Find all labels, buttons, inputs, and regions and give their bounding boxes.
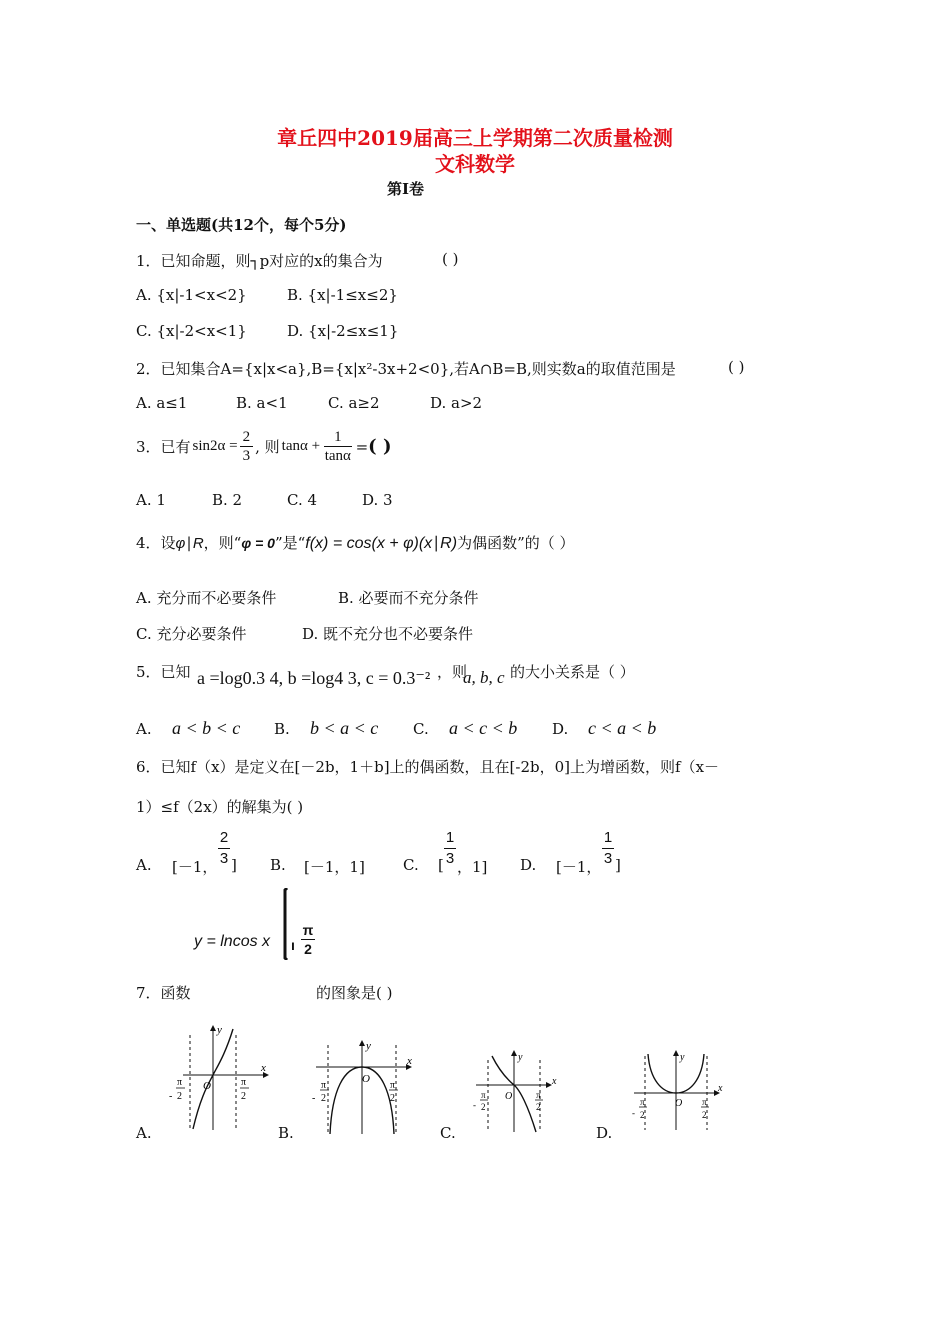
page-subtitle: 文科数学 — [435, 152, 515, 176]
q2-option-c: C. a≥2 — [328, 394, 380, 412]
q2-option-d: D. a>2 — [430, 394, 483, 412]
q1-option-a: A. {x|-1<x<2} — [136, 286, 247, 304]
graph-c-x-label: x — [552, 1076, 557, 1087]
q1-option-b: B. {x|-1≤x≤2} — [287, 286, 398, 304]
q7-stem-a: 7．函数 — [136, 984, 191, 1002]
q6-option-d-post: ] — [615, 856, 621, 874]
q7-graph-b — [308, 1040, 418, 1140]
svg-text:π: π — [390, 1080, 396, 1091]
q6-option-a-num: 2 — [218, 828, 230, 849]
graph-d-origin: O — [675, 1098, 683, 1109]
q6-option-a-label: A. — [136, 856, 152, 874]
q6-option-d-num: 1 — [602, 828, 614, 849]
q7-option-b-label: B. — [278, 1124, 294, 1142]
q7-graph-a — [165, 1025, 275, 1135]
q6-option-a-den: 3 — [219, 850, 229, 867]
q4-option-a: A. 充分而不必要条件 — [136, 589, 277, 607]
svg-text:2: 2 — [241, 1091, 246, 1102]
q4-is: ”是“ — [274, 534, 306, 552]
page-title: 章丘四中2019届高三上学期第二次质量检测 — [277, 126, 673, 150]
q2-stem: 2．已知集合A={x|x<a},B={x|x²-3x+2<0},若A∩B=B,则实数a的取值范围是 — [136, 360, 676, 378]
q5-suffix: 的大小关系是（ ） — [510, 663, 635, 681]
graph-d-x-label: x — [718, 1083, 723, 1094]
q6-option-c-pre: [ — [438, 856, 444, 874]
svg-text:2: 2 — [390, 1093, 395, 1104]
q6-option-d-pre: [－1， — [556, 858, 602, 876]
svg-text:-: - — [312, 1093, 316, 1104]
q1-paren: ( ) — [442, 250, 459, 268]
q6-line1: 6．已知f（x）是定义在[－2b，1＋b]上的偶函数，且在[-2b，0]上为增函数，则f（x－ — [136, 758, 720, 776]
q5-vars: a, b, c — [463, 668, 505, 687]
q3-frac-two-thirds — [240, 428, 254, 465]
q6-option-c-den: 3 — [445, 850, 455, 867]
q3-mid: , 则 — [255, 438, 280, 456]
q6-option-d-label: D. — [520, 856, 537, 874]
section-heading: 一、单选题(共12个，每个5分) — [136, 216, 347, 234]
q3-option-c: C. 4 — [287, 491, 318, 509]
q2-option-a: A. a≤1 — [136, 394, 188, 412]
svg-text:π: π — [481, 1090, 486, 1100]
q4-function: f(x) = cos(x + φ)(x∣R) — [305, 535, 458, 552]
q6-option-c-post: ，1] — [457, 858, 488, 876]
q7-option-c-label: C. — [440, 1124, 456, 1142]
svg-text:π: π — [321, 1080, 327, 1091]
q4-comma: ，则“ — [203, 534, 242, 552]
q5-option-d: c < a < b — [588, 718, 657, 738]
q7-graph-d — [628, 1050, 728, 1135]
q6-line2: 1）≤f（2x）的解集为( ) — [136, 798, 304, 816]
q5-option-b-label: B. — [274, 720, 290, 738]
q7-pipe: ı — [291, 937, 295, 953]
svg-text:2: 2 — [481, 1102, 486, 1112]
q3-frac2-num: 1 — [324, 428, 352, 447]
q4-stem — [136, 532, 575, 553]
q5-option-d-label: D. — [552, 720, 569, 738]
q6-option-c-label: C. — [403, 856, 419, 874]
graph-a-y-label: y — [217, 1025, 222, 1036]
q4-prefix: 4．设 — [136, 534, 176, 552]
q7-function-image: y = lncos x — [194, 933, 271, 950]
svg-text:π: π — [241, 1077, 247, 1088]
q1-option-c: C. {x|-2<x<1} — [136, 322, 247, 340]
q3-paren: ( ) — [368, 436, 392, 457]
q1-option-d: D. {x|-2≤x≤1} — [287, 322, 399, 340]
q3-option-b: B. 2 — [212, 491, 243, 509]
q5-option-a: a < b < c — [172, 718, 241, 738]
svg-text:π: π — [640, 1097, 645, 1107]
q5-option-b: b < a < c — [310, 718, 379, 738]
svg-text:-: - — [169, 1091, 173, 1102]
svg-text:2: 2 — [536, 1102, 541, 1112]
graph-b-x-label: x — [407, 1055, 412, 1067]
q5-prefix: 5．已知 — [136, 663, 191, 681]
graph-b-y-label: y — [366, 1040, 371, 1052]
svg-text:2: 2 — [640, 1110, 645, 1120]
q5-option-a-label: A. — [136, 720, 152, 738]
q5-stem — [136, 661, 191, 682]
q6-option-d-frac — [602, 828, 614, 869]
q6-option-c-frac — [444, 828, 456, 869]
q2-option-b: B. a<1 — [236, 394, 288, 412]
q7-two: 2 — [304, 941, 312, 957]
q5-option-c: a < c < b — [449, 718, 518, 738]
q7-big-bracket-icon — [283, 888, 289, 960]
q6-option-b: [－1，1] — [304, 858, 365, 876]
q7-graph-c — [470, 1050, 565, 1135]
q4-phi-in-r: φ∣R — [175, 535, 204, 552]
q4-suffix: 为偶函数”的（ ） — [457, 534, 575, 552]
graph-c-y-label: y — [518, 1052, 523, 1063]
q6-option-a-frac — [218, 828, 230, 869]
q3-frac-one-over-tan — [324, 428, 352, 465]
svg-text:π: π — [702, 1097, 707, 1107]
svg-text:2: 2 — [177, 1091, 182, 1102]
svg-text:2: 2 — [321, 1093, 326, 1104]
q3-frac-num: 2 — [240, 428, 254, 447]
q4-phi-zero: φ = 0 — [241, 535, 275, 551]
q3-stem — [136, 428, 391, 465]
q3-eq: = — [355, 437, 369, 456]
q7-option-d-label: D. — [596, 1124, 613, 1142]
svg-text:-: - — [632, 1108, 635, 1118]
q3-option-d: D. 3 — [362, 491, 393, 509]
svg-text:π: π — [536, 1090, 541, 1100]
q6-option-a-post: ] — [231, 856, 237, 874]
q3-frac-den: 3 — [242, 448, 251, 464]
q6-option-d-den: 3 — [603, 850, 613, 867]
q5-expression: a =log0.3 4, b =log4 3, c = 0.3⁻² — [197, 668, 431, 688]
q6-option-b-label: B. — [270, 856, 286, 874]
svg-text:-: - — [473, 1100, 476, 1110]
q5-option-c-label: C. — [413, 720, 429, 738]
q4-option-d: D. 既不充分也不必要条件 — [302, 625, 474, 643]
graph-a-origin: O — [203, 1080, 211, 1092]
q7-pi-frac — [301, 921, 315, 958]
q2-paren: ( ) — [728, 358, 745, 376]
q6-option-a-pre: [－1， — [172, 858, 218, 876]
graph-c-origin: O — [505, 1091, 513, 1102]
q1-stem: 1．已知命题，则┐p对应的x的集合为 — [136, 252, 383, 270]
q7-stem-b: 的图象是( ) — [316, 984, 393, 1002]
q4-option-c: C. 充分必要条件 — [136, 625, 247, 643]
graph-a-x-label: x — [261, 1062, 266, 1074]
q5-mid: ，则 — [437, 663, 468, 681]
volume-label: 第Ⅰ卷 — [387, 180, 425, 198]
q7-option-a-label: A. — [136, 1124, 152, 1142]
q3-frac2-den: tanα — [324, 448, 351, 464]
graph-d-y-label: y — [680, 1052, 685, 1063]
graph-b-origin: O — [362, 1073, 370, 1085]
svg-text:π: π — [177, 1077, 183, 1088]
q3-tan: tanα + — [281, 438, 321, 454]
svg-text:2: 2 — [702, 1110, 707, 1120]
q3-option-a: A. 1 — [136, 491, 166, 509]
q3-prefix: 3．已有 — [136, 438, 191, 456]
q6-option-c-num: 1 — [444, 828, 456, 849]
q4-option-b: B. 必要而不充分条件 — [338, 589, 479, 607]
q7-pi: π — [302, 922, 314, 938]
q3-sin: sin2α = — [192, 438, 238, 454]
